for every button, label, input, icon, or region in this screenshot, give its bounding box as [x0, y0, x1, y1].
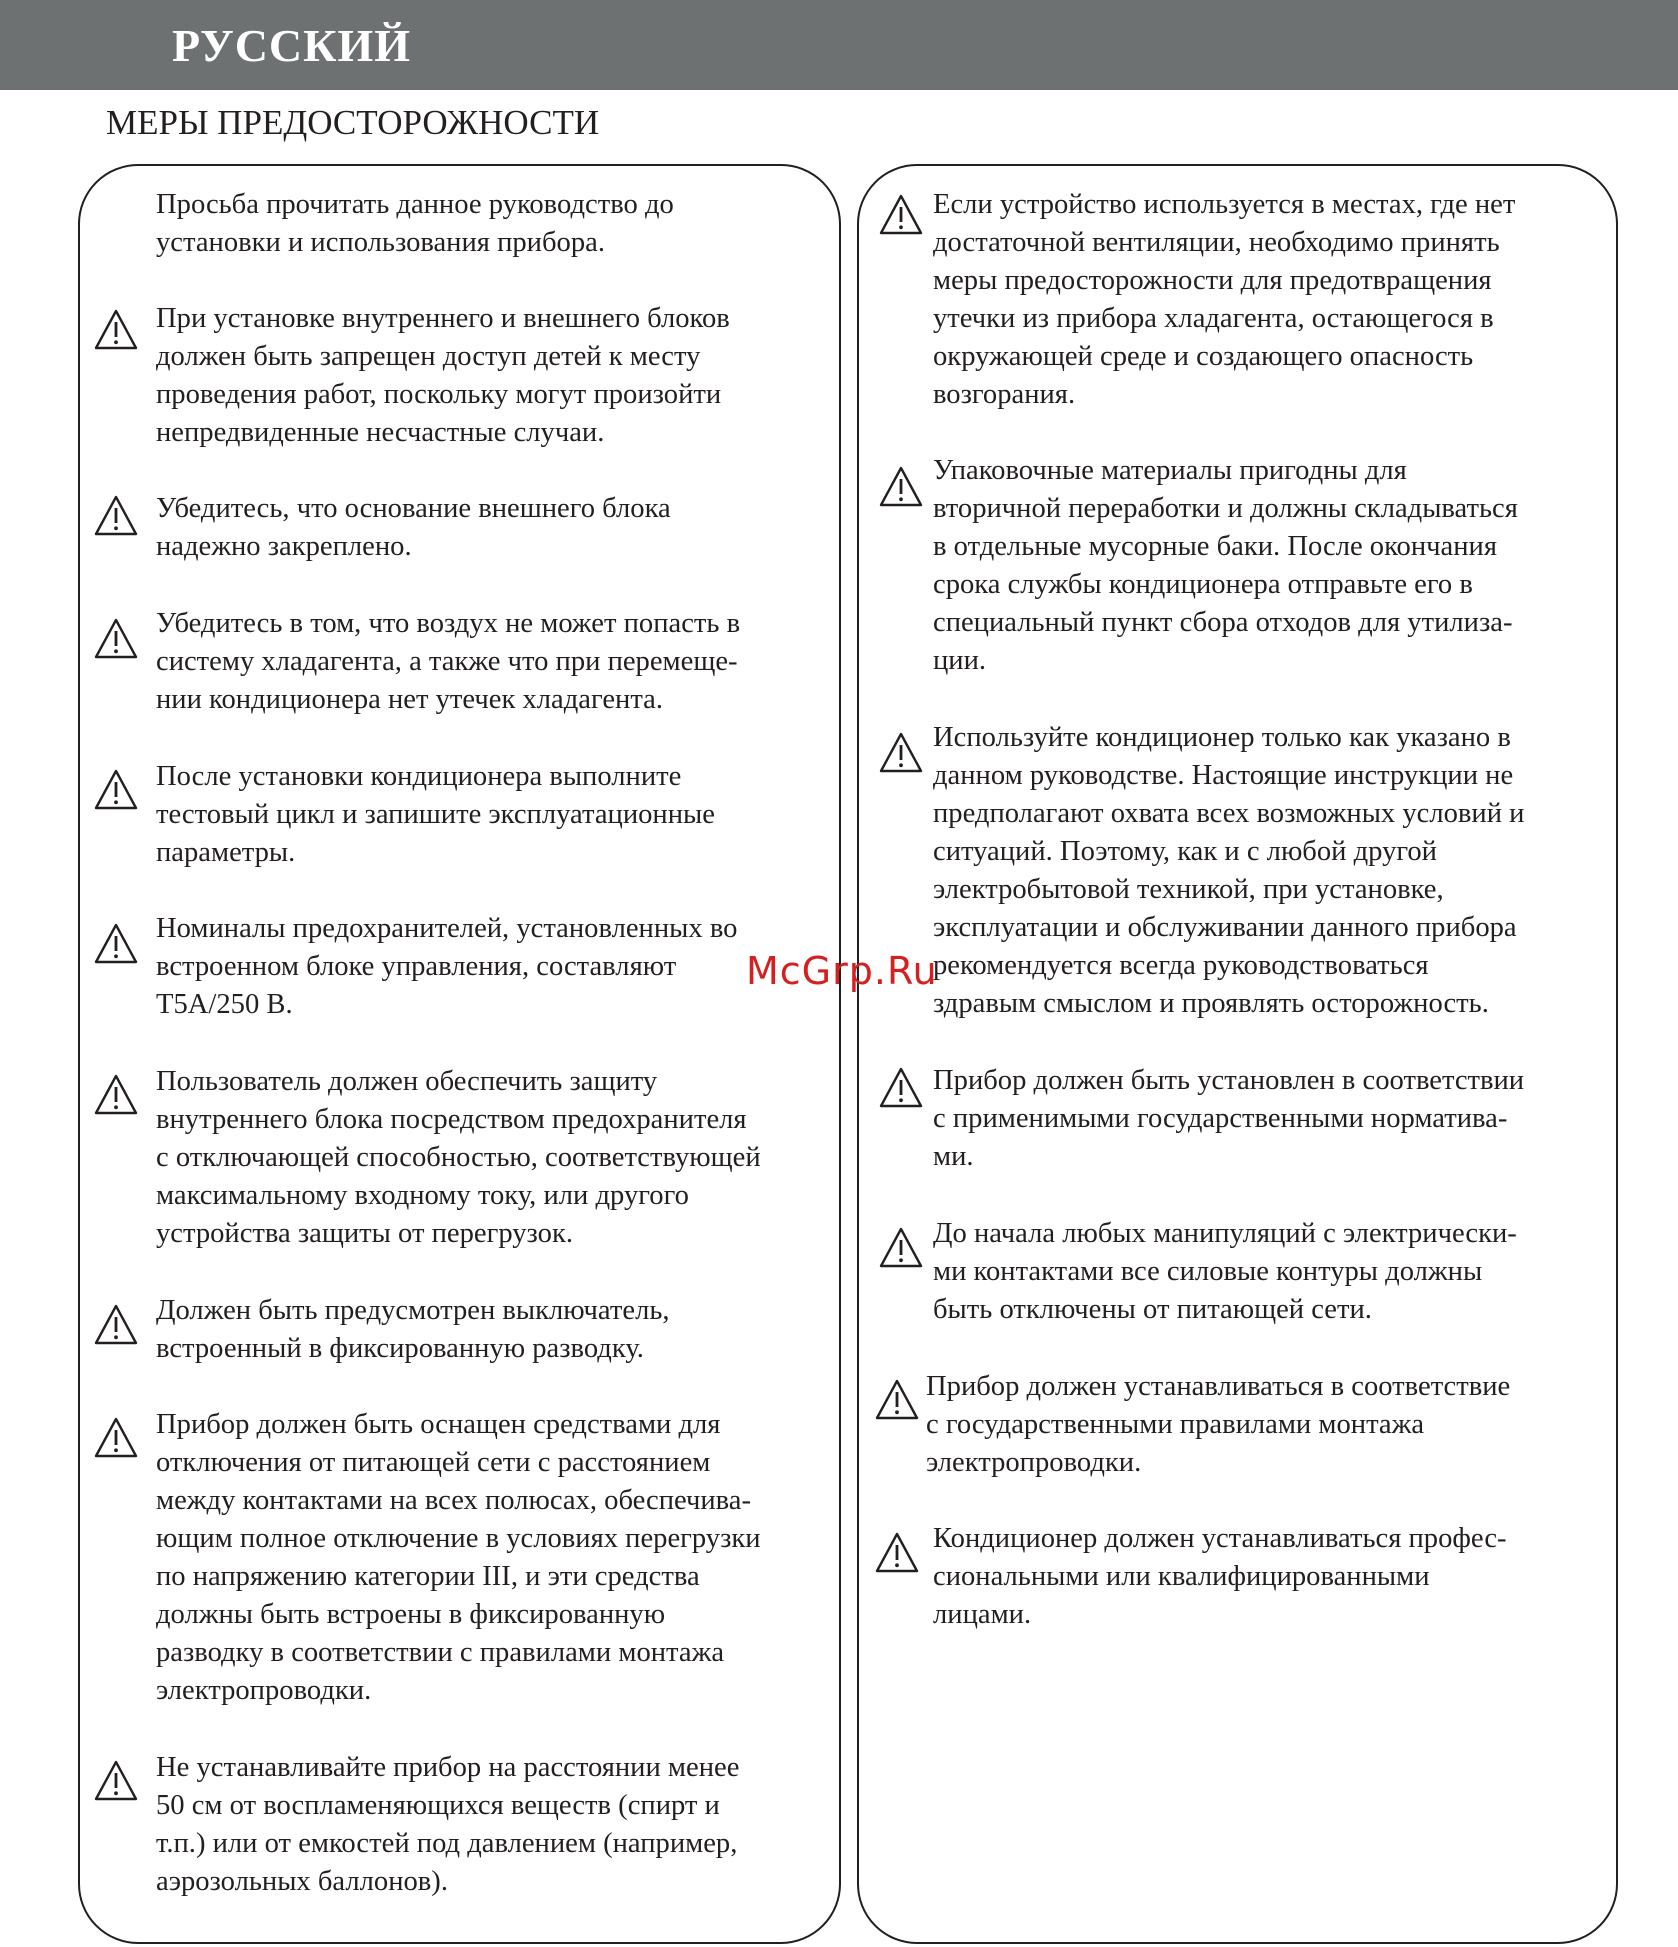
warning-triangle-icon	[874, 1531, 920, 1575]
precaution-item: Должен быть предусмотрен выключатель, встроенный в фиксированную разводку.	[156, 1295, 670, 1364]
warning-triangle-icon	[93, 1073, 139, 1117]
precaution-item: Если устройство используется в местах, где нет достаточной вентиляции, необходимо принять меры предосторожности для предотвращения утечки из прибора хладагента, остающегося в окружающей среде и создающего опасность возгорания.	[933, 189, 1516, 410]
warning-triangle-icon	[93, 494, 139, 538]
precaution-item: Прибор должен устанавливаться в соответствие с государственными правилами монтажа электропроводки.	[926, 1371, 1511, 1478]
header-bar	[0, 0, 1678, 90]
warning-triangle-icon	[93, 922, 139, 966]
warning-triangle-icon	[93, 1416, 139, 1460]
warning-triangle-icon	[878, 1066, 924, 1110]
precaution-item: Прибор должен быть оснащен средствами для отключения от питающей сети с расстоянием между контактами на всех полюсах, обеспечива- ющим полное отключение в условиях перегрузки по напряжению категории III, и эти средства должны быть встроены в фиксированную разводку в соответствии с правилами монтажа электропроводки.	[156, 1409, 761, 1706]
warning-triangle-icon	[93, 1303, 139, 1347]
precaution-item: Кондиционер должен устанавливаться профес- сиональными или квалифицированными лицами.	[933, 1523, 1507, 1630]
precaution-item: Номиналы предохранителей, установленных во встроенном блоке управления, составляют T5A/250 В.	[156, 913, 738, 1020]
precaution-item: До начала любых манипуляций с электрически- ми контактами все силовые контуры должны быть отключены от питающей сети.	[933, 1218, 1517, 1325]
warning-triangle-icon	[878, 731, 924, 775]
precaution-item: Убедитесь, что основание внешнего блока надежно закреплено.	[156, 493, 671, 562]
warning-triangle-icon	[878, 1226, 924, 1270]
language-title: РУССКИЙ	[172, 20, 412, 71]
precaution-item: Не устанавливайте прибор на расстоянии менее 50 см от воспламеняющихся веществ (спирт и т.п.) или от емкостей под давлением (например, аэрозольных баллонов).	[156, 1752, 740, 1897]
warning-triangle-icon	[93, 1759, 139, 1803]
precaution-item: Пользователь должен обеспечить защиту внутреннего блока посредством предохранителя с отключающей способностью, соответствующей максимальному входному току, или другого устройства защиты от перегрузок.	[156, 1066, 761, 1249]
precaution-item: Используйте кондиционер только как указано в данном руководстве. Настоящие инструкции не предполагают охвата всех возможных условий и ситуаций. Поэтому, как и с любой другой электробытовой техникой, при установке, эксплуатации и обслуживании данного прибора рекомендуется всегда руководствоваться здравым смыслом и проявлять осторожность.	[933, 722, 1525, 1019]
section-title: МЕРЫ ПРЕДОСТОРОЖНОСТИ	[106, 103, 600, 142]
precaution-item: Убедитесь в том, что воздух не может попасть в систему хладагента, а также что при перемеще- нии кондиционера нет утечек хладагента.	[156, 608, 741, 715]
precaution-item: При установке внутреннего и внешнего блоков должен быть запрещен доступ детей к месту проведения работ, поскольку могут произойти непредвиденные несчастные случаи.	[156, 303, 730, 448]
warning-triangle-icon	[93, 617, 139, 661]
warning-triangle-icon	[878, 465, 924, 509]
warning-triangle-icon	[93, 308, 139, 352]
warning-triangle-icon	[874, 1378, 920, 1422]
precaution-item: Упаковочные материалы пригодны для вторичной переработки и должны складываться в отдельные мусорные баки. После окончания срока службы кондиционера отправьте его в специальный пункт сбора отходов для утилиза- ции.	[933, 455, 1518, 676]
watermark: McGrp.Ru	[746, 949, 938, 993]
intro-text: Просьба прочитать данное руководство до установки и использования прибора.	[156, 189, 674, 258]
warning-triangle-icon	[93, 768, 139, 812]
precaution-item: После установки кондиционера выполните тестовый цикл и запишите эксплуатационные параметры.	[156, 761, 715, 868]
precaution-item: Прибор должен быть установлен в соответствии с применимыми государственными норматива- ми.	[933, 1065, 1525, 1172]
right-panel	[857, 164, 1618, 1944]
warning-triangle-icon	[878, 193, 924, 237]
